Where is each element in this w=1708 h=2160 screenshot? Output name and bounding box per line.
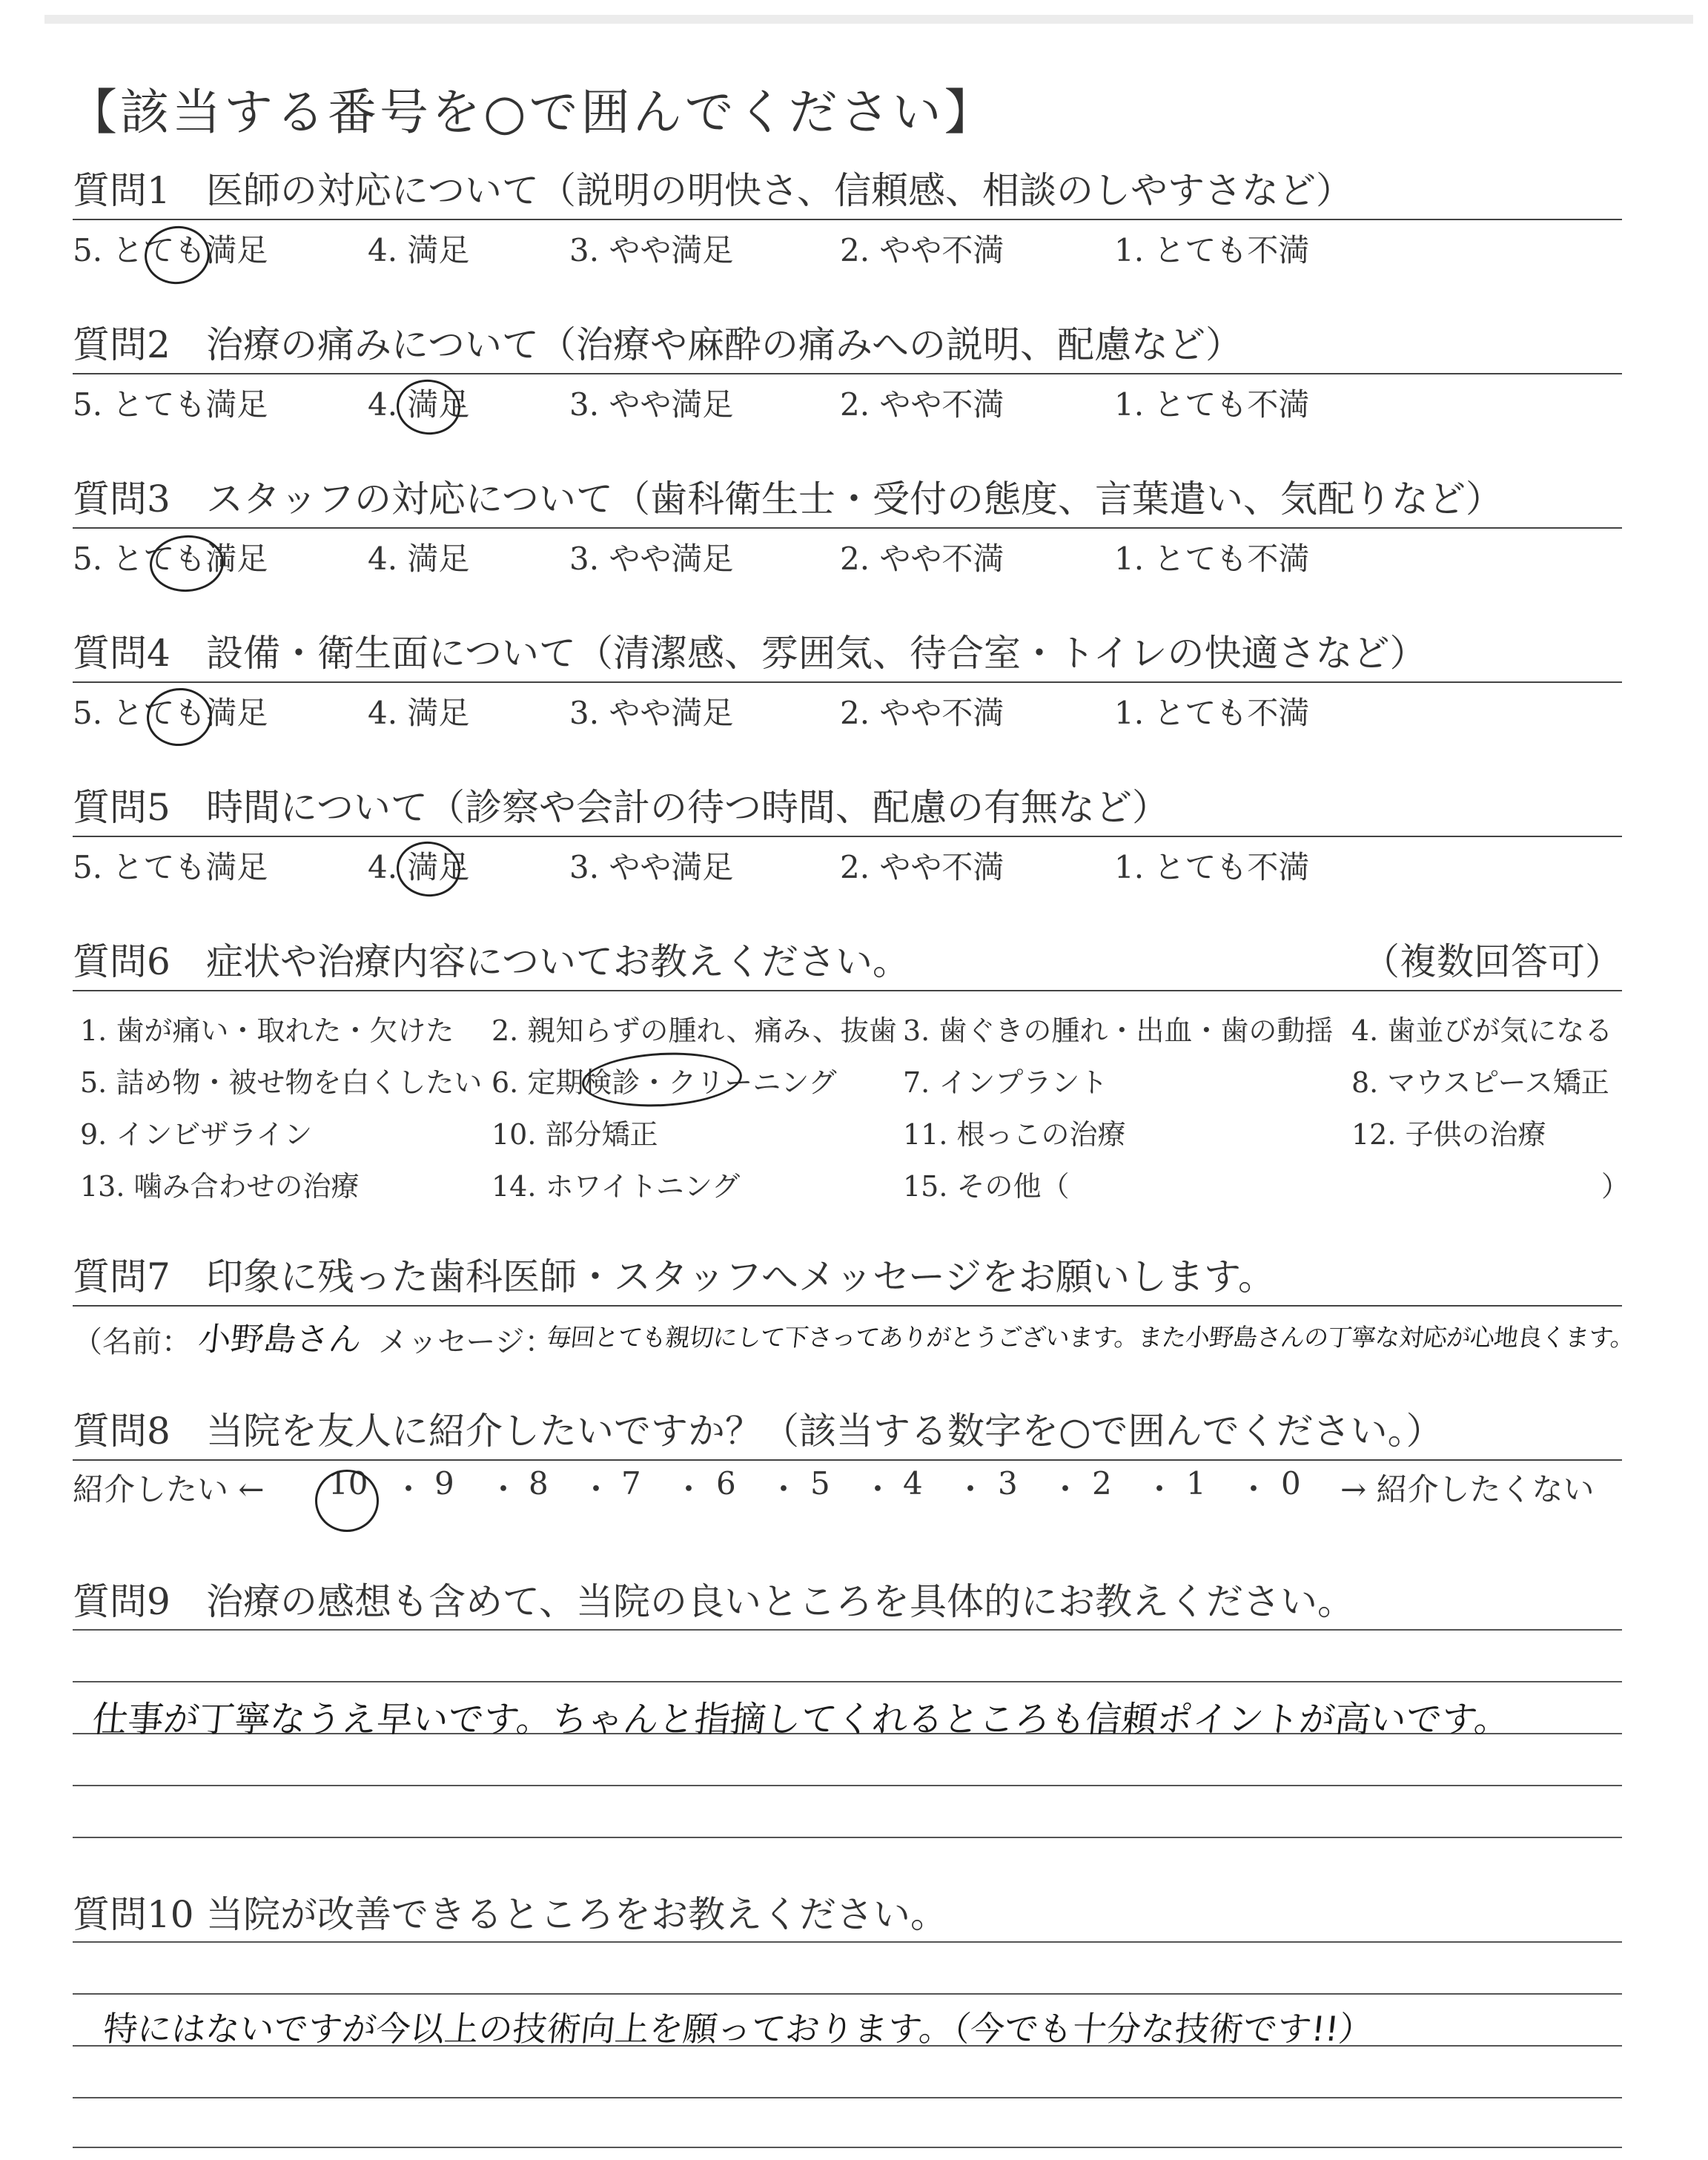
question-text: 時間について（診察や会計の待つ時間、配慮の有無など） [206, 786, 1169, 829]
improvements-handwritten: 特にはないですが今以上の技術向上を願っております。（今でも十分な技術です!!） [101, 2009, 1375, 2049]
option-3[interactable]: 3. やや満足 [569, 541, 734, 577]
rating-options [73, 683, 1622, 731]
question-text: 治療の痛みについて（治療や麻酔の痛みへの説明、配慮など） [206, 323, 1242, 366]
option-1[interactable]: 1. とても不満 [1114, 695, 1310, 731]
question-text: 当院が改善できるところをお教えください。 [206, 1893, 947, 1936]
rating-options [73, 837, 1622, 885]
option-2[interactable]: 2. やや不満 [840, 541, 1004, 577]
option-3[interactable]: 3. やや満足 [569, 849, 734, 885]
option-2[interactable]: 2. やや不満 [840, 849, 1004, 885]
option-5[interactable]: 5. とても満足 [73, 232, 268, 268]
rating-options [73, 374, 1622, 423]
question-1 [73, 167, 1622, 268]
option-8[interactable]: 8. マウスピース矯正 [1351, 1066, 1609, 1099]
question-4 [73, 630, 1622, 731]
recommend-scale: 紹介したい ← 10 ・ 9 ・ 8 ・ 7 ・ 6 ・ 5 ・ 4 ・ 3 ・ 2 ・ 1 ・ 0 → 紹介したくない [73, 1461, 1622, 1513]
question-number: 質問1 [73, 169, 171, 212]
option-14[interactable]: 14. ホワイトニング [491, 1170, 741, 1203]
option-15[interactable]: 15. その他（ [903, 1170, 1070, 1203]
option-4[interactable]: 4. 満足 [368, 232, 470, 268]
question-7 [73, 1253, 1622, 1307]
option-12[interactable]: 12. 子供の治療 [1351, 1118, 1546, 1151]
option-3[interactable]: 3. やや満足 [569, 386, 734, 423]
option-1[interactable]: 1. 歯が痛い・取れた・欠けた [80, 1014, 454, 1047]
option-5[interactable]: 5. とても満足 [73, 541, 268, 577]
option-1[interactable]: 1. とても不満 [1114, 232, 1310, 268]
question-number: 質問4 [73, 632, 171, 675]
treatment-options [73, 991, 1630, 1214]
question-text: 医師の対応について（説明の明快さ、信頼感、相談のしやすさなど） [206, 169, 1353, 212]
option-5[interactable]: 5. とても満足 [73, 695, 268, 731]
question-2 [73, 321, 1622, 423]
answer-line [73, 2097, 1622, 2098]
scan-top-edge [44, 15, 1693, 24]
rating-options [73, 529, 1622, 577]
form-header: 【該当する番号を○で囲んでください】 [68, 84, 996, 141]
question-3 [73, 475, 1622, 577]
scale-3[interactable]: 3 [998, 1465, 1018, 1502]
option-4[interactable]: 4. 満足 [368, 386, 470, 423]
scale-0[interactable]: 0 [1281, 1465, 1301, 1502]
option-2[interactable]: 2. やや不満 [840, 695, 1004, 731]
selection-circle-q8 [315, 1470, 379, 1532]
question-8 [73, 1407, 1622, 1513]
answer-line [73, 1681, 1622, 1682]
scale-9[interactable]: 9 [434, 1465, 454, 1502]
question-10 [73, 1891, 1622, 1938]
question-5 [73, 784, 1622, 885]
scale-8[interactable]: 8 [529, 1465, 549, 1502]
question-number: 質問7 [73, 1255, 171, 1298]
option-2[interactable]: 2. 親知らずの腫れ、痛み、抜歯 [491, 1014, 897, 1047]
question-number: 質問5 [73, 786, 171, 829]
answer-line [73, 1993, 1622, 1995]
question-6 [73, 938, 1630, 1214]
option-1[interactable]: 1. とても不満 [1114, 849, 1310, 885]
question-number: 質問2 [73, 323, 171, 366]
option-5[interactable]: 5. とても満足 [73, 849, 268, 885]
option-3[interactable]: 3. 歯ぐきの腫れ・出血・歯の動揺 [903, 1014, 1334, 1047]
option-6[interactable]: 6. 定期検診・クリーニング [491, 1066, 837, 1099]
question-number: 質問3 [73, 478, 171, 521]
option-3[interactable]: 3. やや満足 [569, 695, 734, 731]
option-2[interactable]: 2. やや不満 [840, 386, 1004, 423]
option-10[interactable]: 10. 部分矯正 [491, 1118, 658, 1151]
divider [73, 1305, 1622, 1307]
option-2[interactable]: 2. やや不満 [840, 232, 1004, 268]
other-close-paren: ） [1601, 1170, 1630, 1203]
name-label: （名前： [73, 1325, 191, 1359]
option-11[interactable]: 11. 根っこの治療 [903, 1118, 1126, 1151]
answer-line [73, 1941, 1622, 1943]
option-5[interactable]: 5. 詰め物・被せ物を白くしたい [80, 1066, 483, 1099]
option-1[interactable]: 1. とても不満 [1114, 541, 1310, 577]
question-text: 設備・衛生面について（清潔感、雰囲気、待合室・トイレの快適さなど） [206, 632, 1427, 675]
scale-5[interactable]: 5 [810, 1465, 830, 1502]
question-number: 質問8 [73, 1410, 171, 1453]
question-9 [73, 1578, 1622, 1625]
option-4[interactable]: 4. 満足 [368, 541, 470, 577]
option-1[interactable]: 1. とても不満 [1114, 386, 1310, 423]
answer-line [73, 2147, 1622, 2148]
question-number: 質問9 [73, 1580, 171, 1623]
scale-4[interactable]: 4 [903, 1465, 923, 1502]
scale-1[interactable]: 1 [1186, 1465, 1206, 1502]
staff-name-handwritten: 小野島さん [196, 1321, 364, 1358]
rating-options [73, 220, 1622, 268]
question-text: 当院を友人に紹介したいですか？（該当する数字を○で囲んでください。） [206, 1410, 1443, 1453]
option-4[interactable]: 4. 満足 [368, 695, 470, 731]
scale-right-label: → 紹介したくない [1340, 1471, 1595, 1507]
good-points-handwritten: 仕事が丁寧なうえ早いです。ちゃんと指摘してくれるところも信頼ポイントが高いです。 [90, 1699, 1512, 1740]
scale-10[interactable]: 10 [328, 1465, 368, 1502]
answer-line [73, 1785, 1622, 1786]
answer-line [73, 1629, 1622, 1631]
question-number: 質問6 [73, 940, 171, 983]
question-text: 印象に残った歯科医師・スタッフへメッセージをお願いします。 [206, 1255, 1275, 1298]
option-3[interactable]: 3. やや満足 [569, 232, 734, 268]
option-13[interactable]: 13. 噛み合わせの治療 [80, 1170, 360, 1203]
option-4[interactable]: 4. 歯並びが気になる [1351, 1014, 1613, 1047]
scale-6[interactable]: 6 [716, 1465, 736, 1502]
question-text: スタッフの対応について（歯科衛生士・受付の態度、言葉遣い、気配りなど） [206, 478, 1503, 521]
question-text: 治療の感想も含めて、当院の良いところを具体的にお教えください。 [206, 1580, 1354, 1623]
scale-left-label: 紹介したい ← [73, 1471, 265, 1507]
option-9[interactable]: 9. インビザライン [80, 1118, 313, 1151]
question-number: 質問10 [73, 1893, 194, 1936]
option-5[interactable]: 5. とても満足 [73, 386, 268, 423]
message-handwritten: 毎回とても親切にして下さってありがとうございます。また小野島さんの丁寧な対応が心地良くます。 [545, 1323, 1636, 1352]
option-7[interactable]: 7. インプラント [903, 1066, 1108, 1099]
multiple-answer-note: （複数回答可） [1363, 940, 1622, 983]
scale-7[interactable]: 7 [621, 1465, 641, 1502]
message-label: メッセージ： [378, 1325, 555, 1359]
question-text: 症状や治療内容についてお教えください。 [206, 940, 910, 983]
scale-2[interactable]: 2 [1092, 1465, 1112, 1502]
option-4[interactable]: 4. 満足 [368, 849, 470, 885]
answer-line [73, 1837, 1622, 1838]
